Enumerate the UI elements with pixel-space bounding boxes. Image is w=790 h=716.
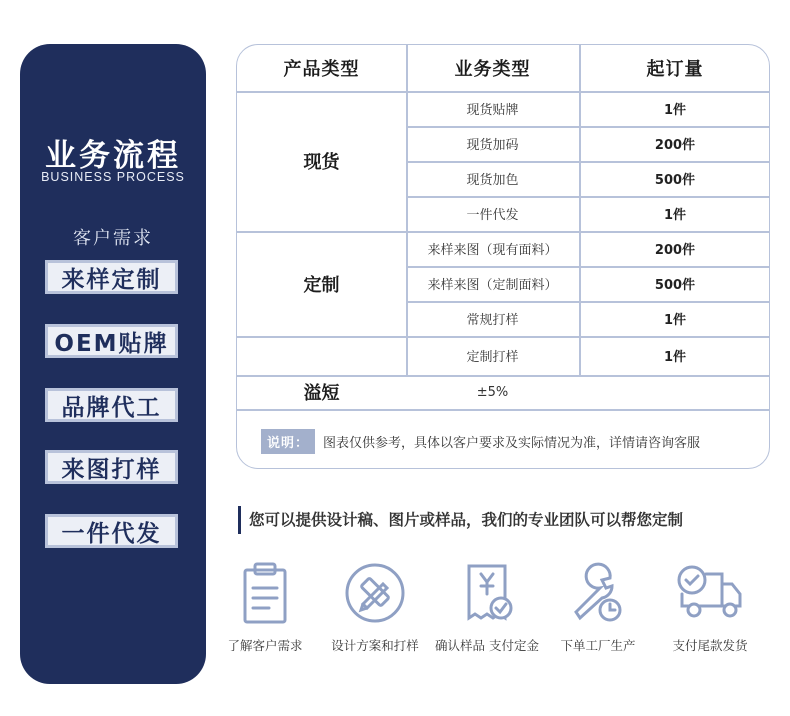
pencil-ruler-icon (343, 560, 407, 626)
table-note (261, 429, 700, 454)
truck-check-icon (674, 560, 746, 626)
table-cell-business: 一件代发 (466, 208, 519, 223)
note-text: 图表仅供参考，具体以客户要求及实际情况为准，详情请咨询客服 (323, 436, 701, 451)
table-cell-business: 来样来图（现有面料） (427, 243, 558, 258)
group-stock: 现货 (303, 152, 340, 173)
table-cell-business: 现货加码 (466, 138, 519, 153)
section-label: 客户需求 (73, 228, 153, 249)
process-step (543, 560, 653, 654)
table-cell-moq: 200件 (654, 243, 696, 258)
table-cell-business: 定制打样 (466, 350, 519, 365)
tag-drawing-sample: 来图打样 (45, 450, 178, 484)
process-step (655, 560, 765, 654)
step-label: 确认样品 支付定金 (435, 638, 539, 653)
step-label: 支付尾款发货 (672, 638, 748, 653)
header-moq: 起订量 (646, 59, 704, 80)
table-cell-business: 常规打样 (466, 313, 519, 328)
step-label: 下单工厂生产 (560, 638, 636, 653)
table-cell-business: 现货加色 (466, 173, 519, 188)
process-step (210, 560, 320, 654)
note-badge: 说明： (261, 429, 315, 454)
table-cell-moq: 200件 (654, 138, 696, 153)
group-custom: 定制 (303, 274, 340, 296)
table-cell-business: 现货贴牌 (466, 103, 519, 118)
panel-subtitle: BUSINESS PROCESS (41, 170, 185, 184)
header-product-type: 产品类型 (283, 59, 360, 80)
table-cell-moq: 1件 (663, 103, 687, 118)
process-step (432, 560, 542, 654)
business-process-panel (20, 44, 206, 684)
tag-oem: OEM贴牌 (45, 324, 178, 358)
table-cell-moq: 500件 (654, 278, 696, 293)
header-business-type: 业务类型 (454, 59, 531, 80)
custom-tagline: 您可以提供设计稿、图片或样品，我们的专业团队可以帮您定制 (238, 506, 683, 534)
clipboard-icon (233, 560, 297, 626)
step-label: 了解客户需求 (227, 638, 303, 653)
step-label: 设计方案和打样 (331, 638, 419, 653)
overflow-value: ±5% (476, 384, 509, 400)
tag-dropship: 一件代发 (45, 514, 178, 548)
tag-sample-custom: 来样定制 (45, 260, 178, 294)
table-cell-business: 来样来图（定制面料） (427, 278, 558, 293)
moq-table (236, 44, 770, 469)
wrench-clock-icon (566, 560, 630, 626)
process-step (320, 560, 430, 654)
tag-brand-oem: 品牌代工 (45, 388, 178, 422)
panel-title: 业务流程 (45, 138, 181, 174)
table-cell-moq: 500件 (654, 173, 696, 188)
table-cell-moq: 1件 (663, 313, 687, 328)
table-cell-moq: 1件 (663, 350, 687, 365)
table-cell-moq: 1件 (663, 208, 687, 223)
overflow-label: 溢短 (303, 383, 340, 404)
receipt-check-icon (455, 560, 519, 626)
